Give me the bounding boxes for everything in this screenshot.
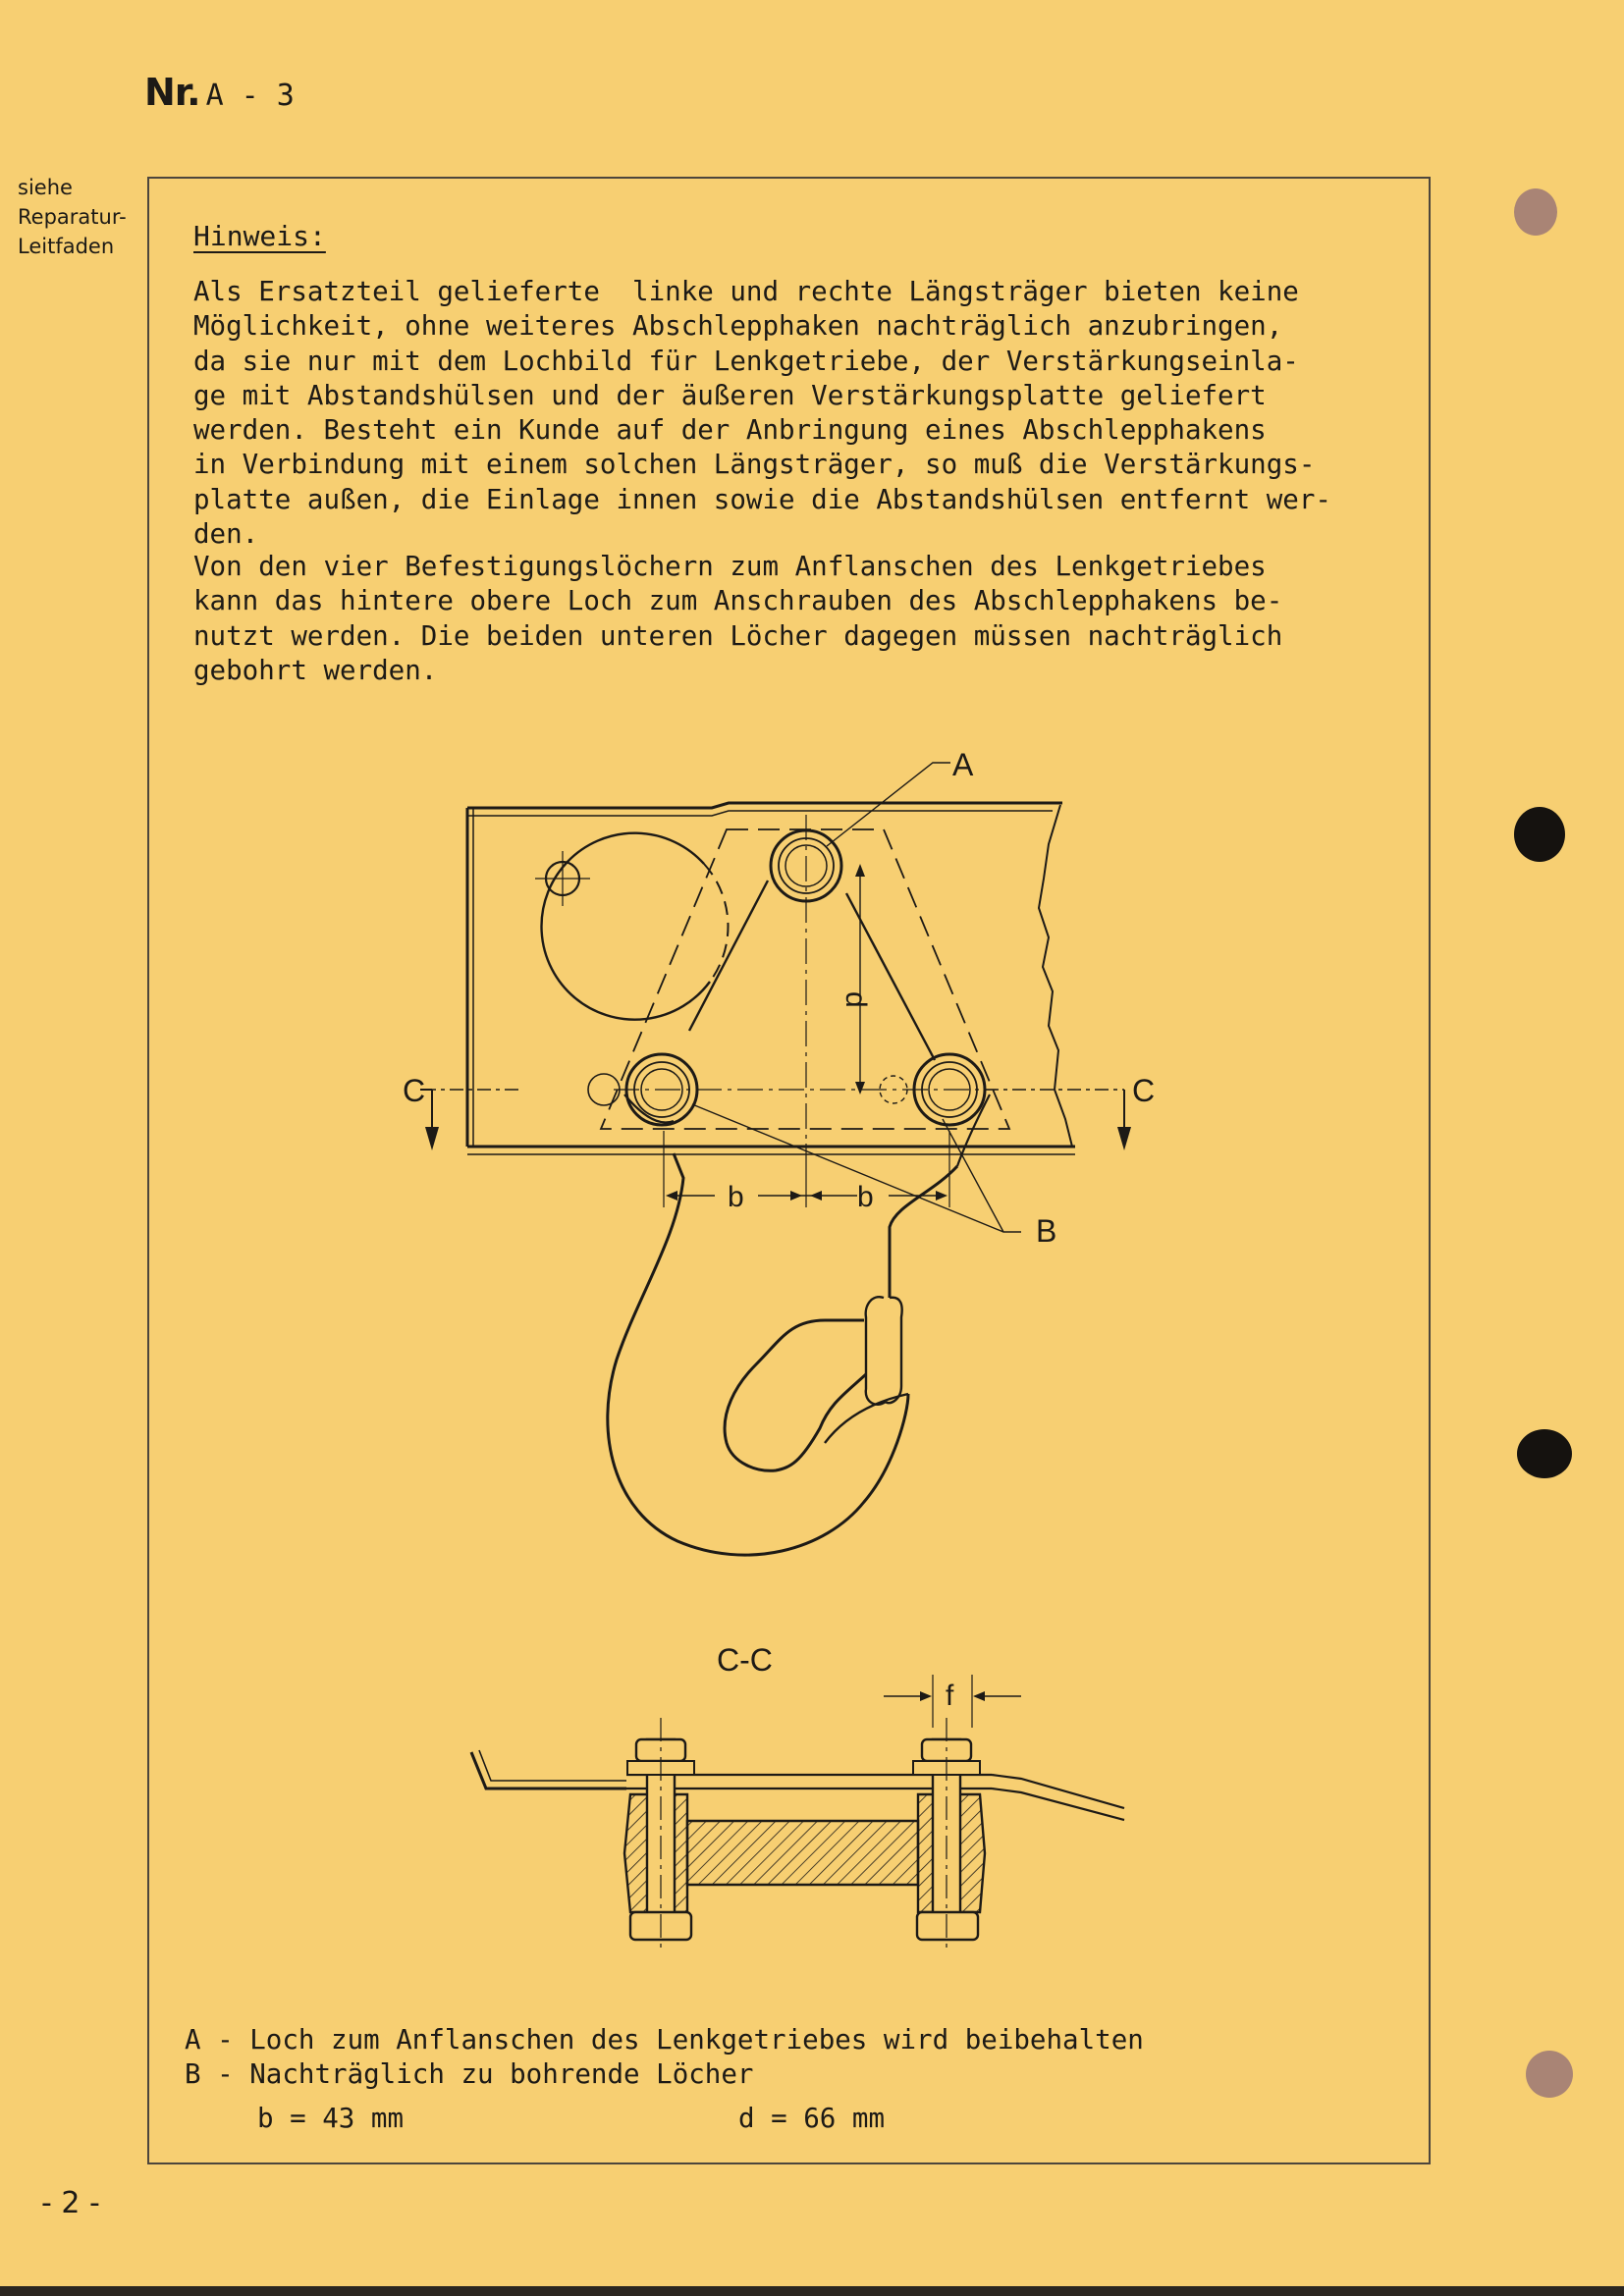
side-reference-line: siehe [18, 176, 73, 199]
paragraph-line: in Verbindung mit einem solchen Längsträger, so muß die Verstärkungs- [193, 449, 1316, 481]
tow-hook-drawing [420, 763, 1131, 1555]
paragraph-line: da sie nur mit dem Lochbild für Lenkgetriebe, der Verstärkungseinla- [193, 345, 1299, 377]
note-title: Hinweis: [193, 220, 326, 252]
paragraph-line: werden. Besteht ein Kunde auf der Anbringung eines Abschlepphakens [193, 414, 1267, 447]
paragraph-line: nutzt werden. Die beiden unteren Löcher dagegen müssen nachträglich [193, 619, 1283, 652]
doc-code: A - 3 [205, 79, 295, 113]
page-number: - 2 - [41, 2186, 100, 2220]
paragraph-line: kann das hintere obere Loch zum Anschrauben des Abschlepphakens be- [193, 585, 1283, 617]
label-b: B [1036, 1213, 1057, 1249]
paragraph-line: ge mit Abstandshülsen und der äußeren Verstärkungsplatte geliefert [193, 379, 1267, 411]
paragraph-line: den. [193, 518, 259, 551]
side-reference-line: Leitfaden [18, 235, 115, 258]
nr-label: Nr. [144, 71, 200, 114]
label-a: A [952, 747, 974, 782]
paragraph-line: gebohrt werden. [193, 654, 438, 686]
dim-b-left: b [728, 1181, 744, 1213]
section-cc-drawing [471, 1675, 1124, 1953]
dim-f: f [946, 1680, 954, 1712]
paragraph-line: Möglichkeit, ohne weiteres Abschlepphaken nachträglich anzubringen, [193, 310, 1283, 343]
dim-d: d [839, 991, 872, 1008]
legend-a: A - Loch zum Anflanschen des Lenkgetriebes wird beibehalten [185, 2024, 1144, 2056]
dim-b-right: b [857, 1181, 874, 1213]
value-b: b = 43 mm [257, 2103, 405, 2134]
side-reference-line: Reparatur- [18, 205, 127, 229]
paragraph-line: Als Ersatzteil gelieferte linke und rechte Längsträger bieten keine [193, 276, 1299, 307]
paragraph-line: platte außen, die Einlage innen sowie die Abstandshülsen entfernt wer- [193, 483, 1331, 515]
paragraph-line: Von den vier Befestigungslöchern zum Anflanschen des Lenkgetriebes [193, 551, 1267, 582]
label-c-right: C [1132, 1073, 1156, 1108]
label-c-left: C [403, 1073, 426, 1108]
value-d: d = 66 mm [738, 2103, 886, 2134]
legend-b: B - Nachträglich zu bohrende Löcher [185, 2058, 754, 2090]
section-title: C-C [717, 1642, 773, 1678]
